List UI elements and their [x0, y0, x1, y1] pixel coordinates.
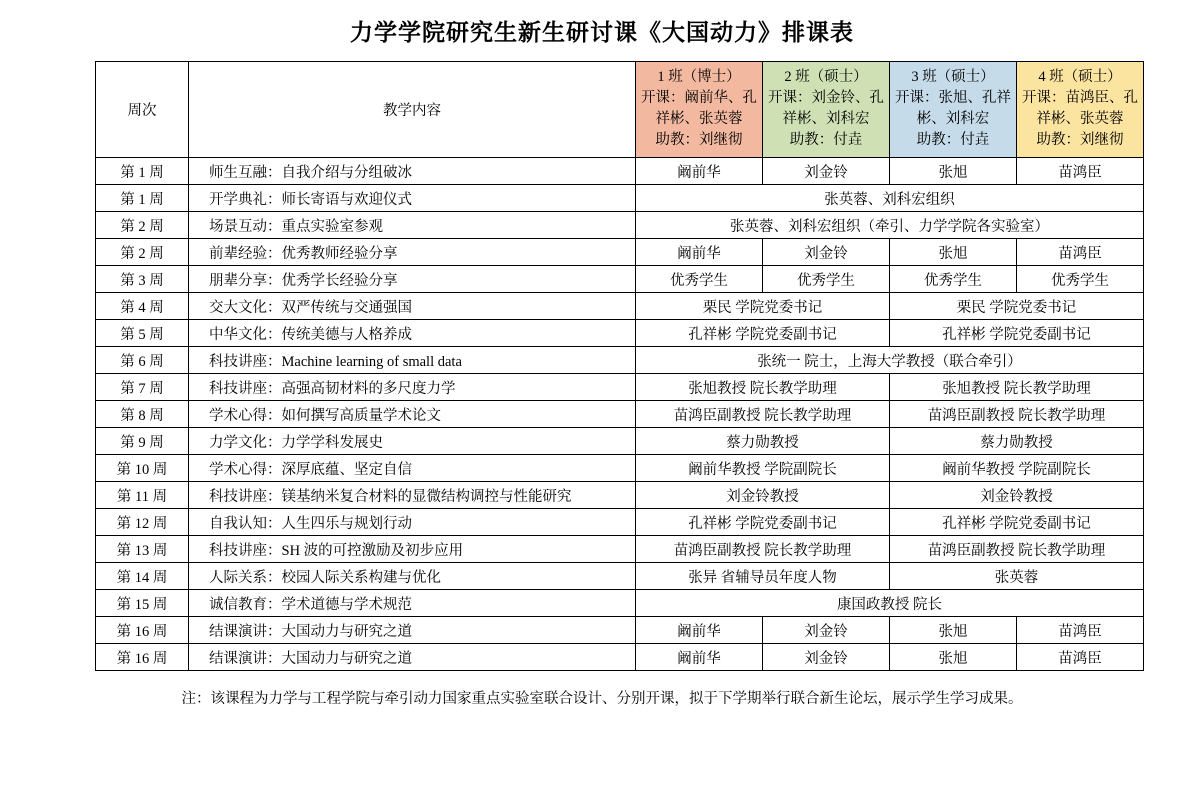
- table-row: [96, 212, 1144, 239]
- row-week: 第 16 周: [96, 644, 189, 671]
- row-week: 第 14 周: [96, 563, 189, 590]
- row-cell: 阚前华: [636, 239, 763, 266]
- schedule-table-wrapper: [0, 61, 1204, 671]
- row-week: 第 1 周: [96, 185, 189, 212]
- row-cell: 优秀学生: [763, 266, 890, 293]
- row-content: 科技讲座：镁基纳米复合材料的显微结构调控与性能研究: [189, 482, 636, 509]
- class-2-assistant: 助教：付垚: [789, 132, 863, 149]
- table-row: [96, 563, 1144, 590]
- row-cell: 苗鸿臣: [1017, 158, 1144, 185]
- row-cell: 孔祥彬 学院党委副书记: [636, 509, 890, 536]
- row-cell: 蔡力勋教授: [890, 428, 1144, 455]
- row-content: 朋辈分享：优秀学长经验分享: [189, 266, 636, 293]
- row-cell: 栗民 学院党委书记: [636, 293, 890, 320]
- row-content: 人际关系：校园人际关系构建与优化: [189, 563, 636, 590]
- row-content: 结课演讲：大国动力与研究之道: [189, 617, 636, 644]
- row-week: 第 6 周: [96, 347, 189, 374]
- row-content: 开学典礼：师长寄语与欢迎仪式: [189, 185, 636, 212]
- row-content: 科技讲座：SH 波的可控激励及初步应用: [189, 536, 636, 563]
- row-week: 第 12 周: [96, 509, 189, 536]
- class-3-teachers: 开课：张旭、孔祥彬、刘科宏: [895, 90, 1011, 128]
- row-cell: 孔祥彬 学院党委副书记: [890, 509, 1144, 536]
- row-content: 力学文化：力学学科发展史: [189, 428, 636, 455]
- row-cell: 孔祥彬 学院党委副书记: [890, 320, 1144, 347]
- page-title: 力学学院研究生新生研讨课《大国动力》排课表: [350, 20, 854, 45]
- row-cell: 优秀学生: [890, 266, 1017, 293]
- row-cell: 张旭: [890, 239, 1017, 266]
- row-week: 第 3 周: [96, 266, 189, 293]
- row-cell: 阚前华教授 学院副院长: [890, 455, 1144, 482]
- row-cell: 刘金铃教授: [890, 482, 1144, 509]
- row-cell: 张统一 院士，上海大学教授（联合牵引）: [636, 347, 1144, 374]
- row-cell: 苗鸿臣副教授 院长教学助理: [636, 536, 890, 563]
- schedule-table: [95, 61, 1144, 671]
- table-row: [96, 644, 1144, 671]
- row-cell: 孔祥彬 学院党委副书记: [636, 320, 890, 347]
- row-cell: 张英蓉: [890, 563, 1144, 590]
- row-cell: 张旭: [890, 158, 1017, 185]
- class-2-name: 2 班（硕士）: [784, 69, 868, 85]
- row-cell: 苗鸿臣副教授 院长教学助理: [636, 401, 890, 428]
- row-week: 第 1 周: [96, 158, 189, 185]
- row-week: 第 13 周: [96, 536, 189, 563]
- class-4-name: 4 班（硕士）: [1038, 69, 1122, 85]
- row-cell: 张旭教授 院长教学助理: [636, 374, 890, 401]
- row-cell: 阚前华: [636, 158, 763, 185]
- class-3-assistant: 助教：付垚: [916, 132, 990, 149]
- table-row: [96, 293, 1144, 320]
- row-content: 中华文化：传统美德与人格养成: [189, 320, 636, 347]
- row-cell: 刘金铃: [763, 617, 890, 644]
- table-row: [96, 401, 1144, 428]
- row-week: 第 2 周: [96, 239, 189, 266]
- row-cell: 康国政教授 院长: [636, 590, 1144, 617]
- table-header: [96, 62, 1144, 158]
- row-cell: 刘金铃教授: [636, 482, 890, 509]
- class-1-name: 1 班（博士）: [657, 69, 741, 85]
- class-1-assistant: 助教：刘继彻: [655, 132, 743, 149]
- row-content: 学术心得：如何撰写高质量学术论文: [189, 401, 636, 428]
- row-content: 结课演讲：大国动力与研究之道: [189, 644, 636, 671]
- row-week: 第 2 周: [96, 212, 189, 239]
- row-cell: 优秀学生: [636, 266, 763, 293]
- table-row: [96, 509, 1144, 536]
- row-cell: 张旭: [890, 617, 1017, 644]
- class-2-teachers: 开课：刘金铃、孔祥彬、刘科宏: [768, 90, 884, 128]
- row-content: 场景互动：重点实验室参观: [189, 212, 636, 239]
- table-row: [96, 482, 1144, 509]
- row-cell: 优秀学生: [1017, 266, 1144, 293]
- row-week: 第 9 周: [96, 428, 189, 455]
- row-week: 第 8 周: [96, 401, 189, 428]
- row-cell: 苗鸿臣: [1017, 644, 1144, 671]
- row-cell: 苗鸿臣副教授 院长教学助理: [890, 401, 1144, 428]
- table-row: [96, 320, 1144, 347]
- row-cell: 刘金铃: [763, 158, 890, 185]
- row-cell: 苗鸿臣副教授 院长教学助理: [890, 536, 1144, 563]
- table-row: [96, 266, 1144, 293]
- row-content: 科技讲座：高强高韧材料的多尺度力学: [189, 374, 636, 401]
- row-cell: 栗民 学院党委书记: [890, 293, 1144, 320]
- table-header-row: [96, 62, 1144, 158]
- row-content: 自我认知：人生四乐与规划行动: [189, 509, 636, 536]
- class-4-assistant: 助教：刘继彻: [1036, 132, 1124, 149]
- table-row: [96, 536, 1144, 563]
- row-cell: 阚前华教授 学院副院长: [636, 455, 890, 482]
- row-cell: 张旭教授 院长教学助理: [890, 374, 1144, 401]
- row-cell: 阚前华: [636, 617, 763, 644]
- table-body: [96, 158, 1144, 671]
- row-content: 师生互融：自我介绍与分组破冰: [189, 158, 636, 185]
- row-cell: 苗鸿臣: [1017, 239, 1144, 266]
- row-cell: 张英蓉、刘科宏组织（牵引、力学学院各实验室）: [636, 212, 1144, 239]
- row-week: 第 11 周: [96, 482, 189, 509]
- row-week: 第 4 周: [96, 293, 189, 320]
- row-week: 第 7 周: [96, 374, 189, 401]
- class-1-teachers: 开课：阚前华、孔祥彬、张英蓉: [641, 90, 757, 128]
- row-cell: 张旭: [890, 644, 1017, 671]
- row-content: 诚信教育：学术道德与学术规范: [189, 590, 636, 617]
- row-content: 学术心得：深厚底蕴、坚定自信: [189, 455, 636, 482]
- row-cell: 阚前华: [636, 644, 763, 671]
- table-row: [96, 239, 1144, 266]
- row-content: 科技讲座：Machine learning of small data: [189, 347, 636, 374]
- column-header-content: 教学内容: [189, 62, 636, 158]
- row-week: 第 15 周: [96, 590, 189, 617]
- column-header-class-2: [763, 62, 890, 158]
- column-header-week: 周次: [96, 62, 189, 158]
- table-row: [96, 347, 1144, 374]
- table-row: [96, 374, 1144, 401]
- row-cell: 苗鸿臣: [1017, 617, 1144, 644]
- class-3-name: 3 班（硕士）: [911, 69, 995, 85]
- column-header-class-3: [890, 62, 1017, 158]
- row-week: 第 10 周: [96, 455, 189, 482]
- row-cell: 张英蓉、刘科宏组织: [636, 185, 1144, 212]
- table-row: [96, 428, 1144, 455]
- table-row: [96, 158, 1144, 185]
- class-4-teachers: 开课：苗鸿臣、孔祥彬、张英蓉: [1022, 90, 1138, 128]
- row-week: 第 16 周: [96, 617, 189, 644]
- table-row: [96, 590, 1144, 617]
- row-cell: 刘金铃: [763, 644, 890, 671]
- footnote: 注：该课程为力学与工程学院与牵引动力国家重点实验室联合设计、分别开课，拟于下学期举行联合新生论坛，展示学生学习成果。: [181, 691, 1023, 708]
- table-row: [96, 185, 1144, 212]
- column-header-class-1: [636, 62, 763, 158]
- row-content: 交大文化：双严传统与交通强国: [189, 293, 636, 320]
- row-content: 前辈经验：优秀教师经验分享: [189, 239, 636, 266]
- table-row: [96, 455, 1144, 482]
- row-cell: 刘金铃: [763, 239, 890, 266]
- table-row: [96, 617, 1144, 644]
- row-week: 第 5 周: [96, 320, 189, 347]
- row-cell: 蔡力勋教授: [636, 428, 890, 455]
- row-cell: 张异 省辅导员年度人物: [636, 563, 890, 590]
- column-header-class-4: [1017, 62, 1144, 158]
